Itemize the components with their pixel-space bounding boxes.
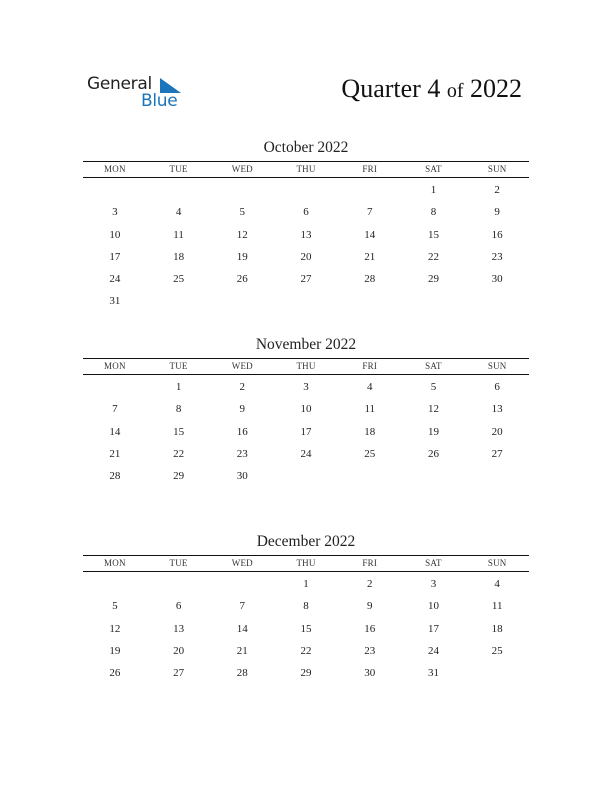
- day-cell: [210, 179, 274, 201]
- day-cell: 3: [303, 381, 309, 393]
- day-cell: 7: [239, 600, 246, 613]
- weeks: [83, 375, 529, 487]
- day-cell: 4: [494, 578, 500, 590]
- day-cell: 9: [494, 206, 500, 219]
- day-cell: [338, 290, 402, 312]
- day-cell: 18: [491, 622, 503, 635]
- weekday-label: THU: [296, 558, 316, 568]
- day-cell: 11: [364, 403, 376, 416]
- day-cell: 13: [491, 403, 503, 416]
- day-cell: 17: [109, 250, 121, 263]
- day-cell: 6: [494, 381, 500, 393]
- day-cell: 20: [300, 250, 312, 263]
- day-cell: 29: [427, 273, 439, 286]
- day-cell: 31: [109, 295, 121, 308]
- day-cell: 15: [427, 228, 439, 241]
- day-cell: 10: [427, 600, 439, 613]
- day-cell: 13: [300, 228, 312, 241]
- day-cell: 9: [239, 403, 246, 416]
- title-of: of: [446, 80, 464, 102]
- day-cell: 17: [300, 425, 312, 438]
- week-row: [83, 246, 529, 268]
- day-cell: 31: [427, 667, 439, 680]
- day-cell: 21: [109, 447, 121, 460]
- weekday-label: SUN: [487, 164, 507, 174]
- day-cell: 2: [366, 578, 373, 590]
- title-year: 2022: [470, 74, 522, 103]
- day-cell: [147, 573, 211, 595]
- day-cell: 10: [300, 403, 312, 416]
- day-cell: 17: [427, 622, 439, 635]
- day-cell: 20: [173, 644, 185, 657]
- weekday-label: FRI: [362, 164, 378, 174]
- day-cell: 11: [491, 600, 503, 613]
- weekday-label: MON: [104, 361, 126, 371]
- title-quarter: Quarter 4: [341, 74, 441, 103]
- week-row: [83, 179, 529, 201]
- weekday-label: SAT: [425, 164, 442, 174]
- day-cell: 4: [366, 381, 373, 393]
- week-row: [83, 290, 529, 312]
- day-cell: 16: [236, 425, 248, 438]
- day-cell: 16: [491, 228, 503, 241]
- week-row: [83, 443, 529, 465]
- day-cell: 20: [491, 425, 503, 438]
- day-cell: 25: [491, 644, 503, 657]
- day-cell: 30: [364, 667, 376, 680]
- day-cell: 25: [173, 273, 185, 286]
- day-cell: 18: [364, 425, 376, 438]
- month-december: [83, 532, 529, 684]
- weekday-label: SAT: [425, 558, 442, 568]
- day-cell: 8: [175, 403, 182, 416]
- day-cell: 23: [364, 644, 376, 657]
- day-cell: 8: [303, 600, 309, 613]
- day-cell: 12: [427, 403, 439, 416]
- day-cell: 23: [236, 447, 248, 460]
- day-cell: 27: [491, 447, 503, 460]
- page-title: [341, 74, 522, 104]
- logo-word-general: General: [87, 74, 152, 94]
- day-cell: 29: [173, 470, 185, 483]
- day-cell: 5: [239, 206, 246, 219]
- generalblue-logo: [87, 74, 187, 112]
- day-cell: 9: [366, 600, 373, 613]
- day-cell: 24: [109, 273, 121, 286]
- day-cell: 5: [430, 381, 437, 393]
- weekday-label: TUE: [169, 558, 188, 568]
- day-cell: 19: [427, 425, 439, 438]
- weekday-header: [83, 161, 529, 178]
- day-cell: 6: [303, 206, 309, 219]
- week-row: [83, 421, 529, 443]
- day-cell: [465, 290, 529, 312]
- day-cell: 22: [427, 250, 439, 263]
- day-cell: [147, 290, 211, 312]
- day-cell: 30: [236, 470, 248, 483]
- weekday-label: WED: [231, 361, 253, 371]
- weekday-label: TUE: [169, 164, 188, 174]
- day-cell: 19: [109, 644, 121, 657]
- weekday-label: MON: [104, 558, 126, 568]
- month-title: October 2022: [263, 139, 349, 156]
- weekday-label: MON: [104, 164, 126, 174]
- day-cell: 21: [236, 644, 248, 657]
- weeks: [83, 178, 529, 313]
- day-cell: [338, 465, 402, 487]
- day-cell: 25: [364, 447, 376, 460]
- day-cell: 5: [112, 600, 118, 613]
- day-cell: 27: [173, 667, 185, 680]
- day-cell: 29: [300, 667, 312, 680]
- day-cell: 6: [175, 600, 182, 613]
- day-cell: [83, 376, 147, 398]
- day-cell: 8: [430, 206, 437, 219]
- day-cell: 15: [300, 622, 312, 635]
- day-cell: 26: [109, 667, 121, 680]
- day-cell: [210, 573, 274, 595]
- day-cell: 24: [427, 644, 439, 657]
- day-cell: [83, 179, 147, 201]
- day-cell: [274, 290, 338, 312]
- weekday-label: TUE: [169, 361, 188, 371]
- day-cell: [274, 465, 338, 487]
- day-cell: 26: [427, 447, 439, 460]
- day-cell: 27: [300, 273, 312, 286]
- week-row: [83, 573, 529, 595]
- day-cell: [147, 179, 211, 201]
- day-cell: 12: [236, 228, 248, 241]
- day-cell: 4: [175, 206, 182, 219]
- day-cell: [402, 465, 466, 487]
- day-cell: 1: [303, 578, 309, 590]
- day-cell: 21: [364, 250, 376, 263]
- day-cell: 15: [173, 425, 185, 438]
- day-cell: [274, 179, 338, 201]
- day-cell: [465, 662, 529, 684]
- weekday-label: FRI: [362, 558, 378, 568]
- weekday-label: THU: [296, 164, 316, 174]
- weekday-label: SAT: [425, 361, 442, 371]
- logo-word-blue: Blue: [141, 91, 178, 111]
- day-cell: 3: [430, 578, 437, 590]
- day-cell: 10: [109, 228, 121, 241]
- day-cell: 22: [300, 644, 312, 657]
- day-cell: 14: [109, 425, 121, 438]
- day-cell: 1: [175, 381, 182, 393]
- weekday-label: THU: [296, 361, 316, 371]
- week-row: [83, 201, 529, 223]
- weekday-label: SUN: [487, 558, 507, 568]
- week-row: [83, 662, 529, 684]
- weekday-header: [83, 555, 529, 572]
- day-cell: 14: [236, 622, 248, 635]
- weekday-label: WED: [231, 558, 253, 568]
- day-cell: 23: [491, 250, 503, 263]
- day-cell: [210, 290, 274, 312]
- day-cell: 19: [236, 250, 248, 263]
- week-row: [83, 640, 529, 662]
- day-cell: [465, 465, 529, 487]
- day-cell: 28: [236, 667, 248, 680]
- day-cell: 22: [173, 447, 185, 460]
- day-cell: 28: [364, 273, 376, 286]
- month-title: December 2022: [256, 533, 356, 550]
- week-row: [83, 465, 529, 487]
- weekday-label: FRI: [362, 361, 378, 371]
- week-row: [83, 595, 529, 617]
- week-row: [83, 224, 529, 246]
- month-november: [83, 335, 529, 487]
- week-row: [83, 618, 529, 640]
- day-cell: 11: [173, 228, 184, 241]
- day-cell: 2: [494, 184, 500, 196]
- weeks: [83, 572, 529, 684]
- day-cell: 16: [364, 622, 376, 635]
- day-cell: [402, 290, 466, 312]
- weekday-label: WED: [231, 164, 253, 174]
- day-cell: 26: [236, 273, 248, 286]
- day-cell: 28: [109, 470, 121, 483]
- day-cell: 7: [112, 403, 118, 416]
- day-cell: 13: [173, 622, 185, 635]
- week-row: [83, 398, 529, 420]
- day-cell: [83, 573, 147, 595]
- week-row: [83, 268, 529, 290]
- weekday-label: SUN: [487, 361, 507, 371]
- week-row: [83, 376, 529, 398]
- weekday-header: [83, 358, 529, 375]
- month-october: [83, 138, 529, 313]
- month-title: November 2022: [255, 336, 357, 353]
- day-cell: 7: [366, 206, 373, 219]
- day-cell: 18: [173, 250, 185, 263]
- day-cell: 14: [364, 228, 376, 241]
- day-cell: 3: [112, 206, 118, 219]
- day-cell: 2: [239, 381, 246, 393]
- day-cell: 1: [430, 184, 437, 196]
- day-cell: 24: [300, 447, 312, 460]
- day-cell: [338, 179, 402, 201]
- day-cell: 30: [491, 273, 503, 286]
- day-cell: 12: [109, 622, 121, 635]
